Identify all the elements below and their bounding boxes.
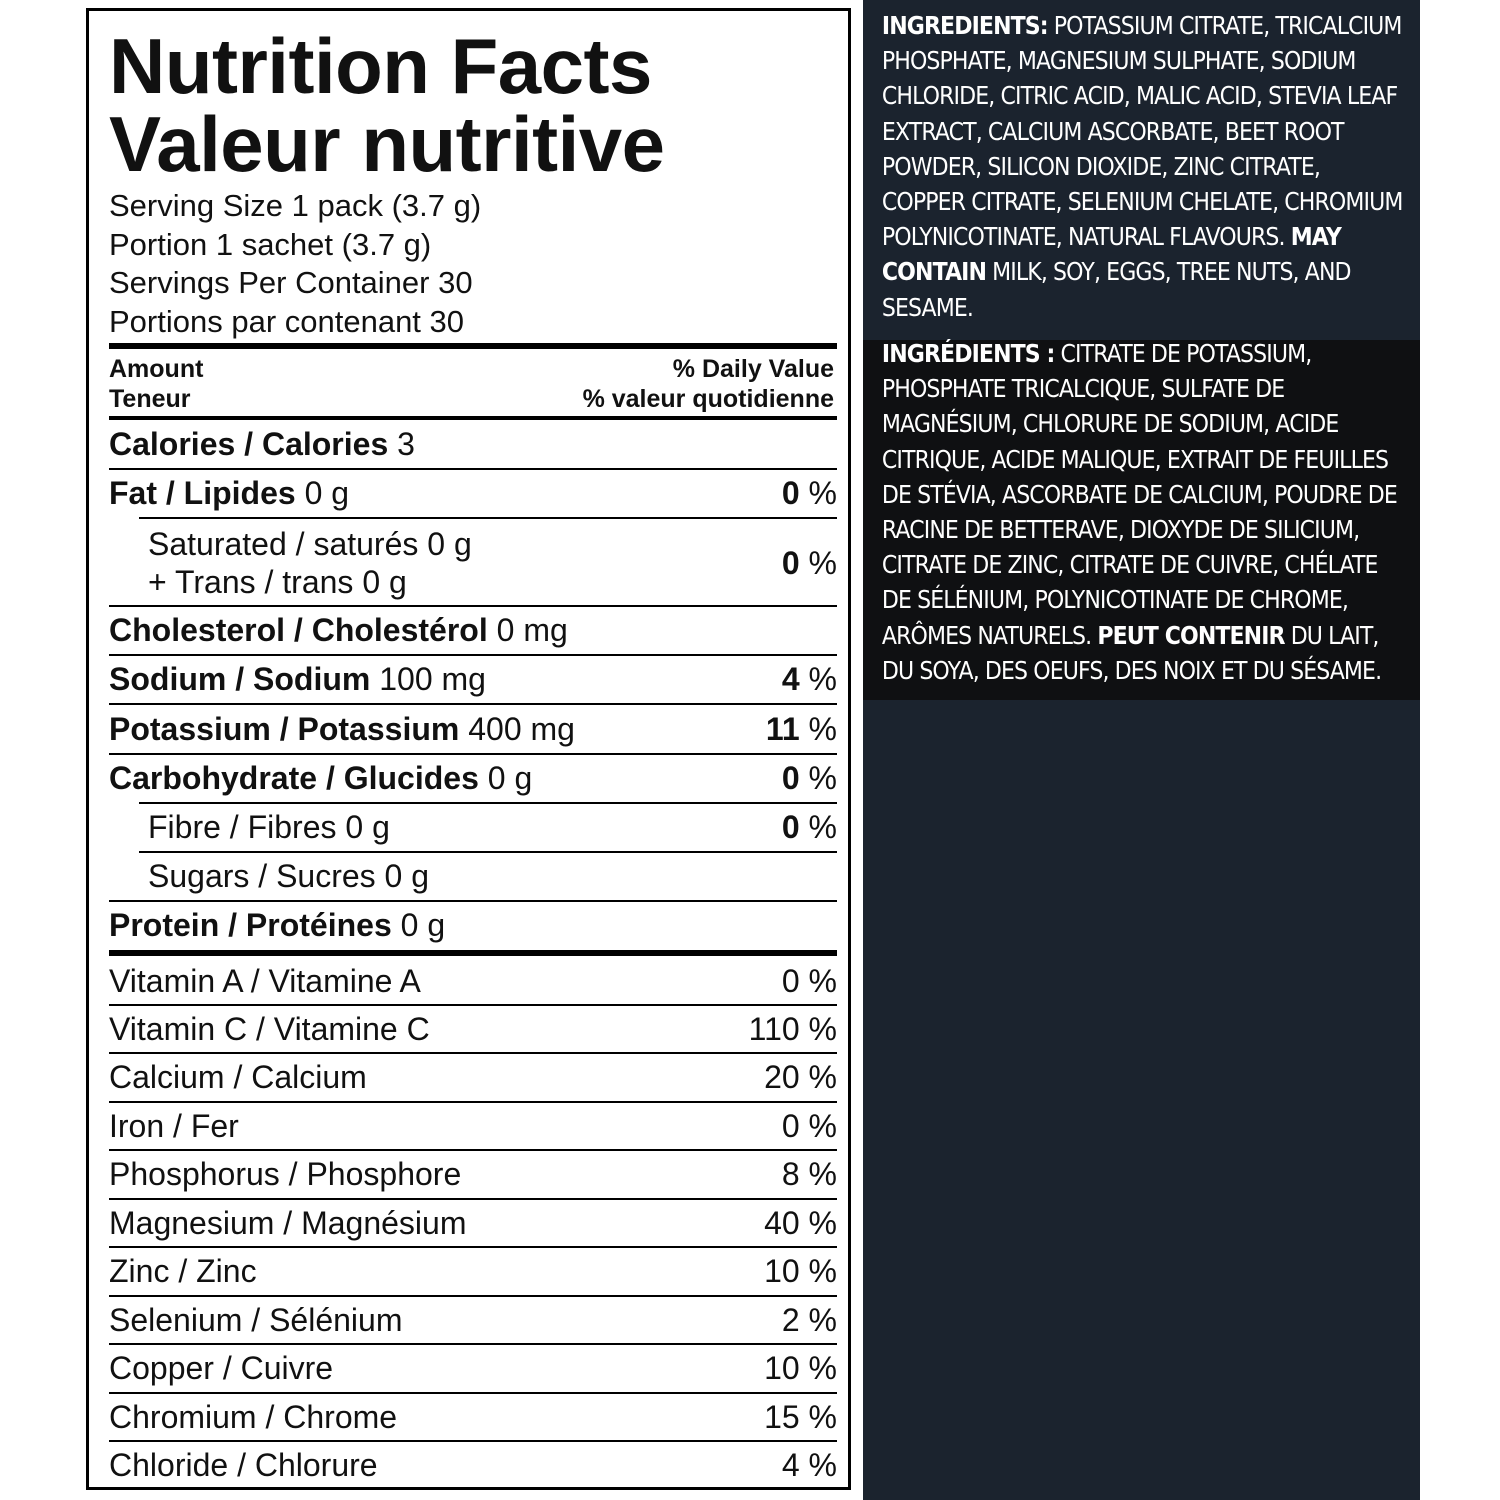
vitamin-row: Iron / Fer 0 % — [109, 1107, 837, 1144]
vitamin-row: Chloride / Chlorure 4 % — [109, 1446, 837, 1483]
nutrition-title — [109, 22, 665, 188]
vitamin-row: Selenium / Sélénium 2 % — [109, 1301, 837, 1338]
sugars-row: Sugars / Sucres 0 g — [148, 858, 430, 894]
fibre-row: Fibre / Fibres 0 g 0 % — [148, 809, 837, 845]
vitamin-row: Phosphorus / Phosphore 8 % — [109, 1156, 837, 1192]
protein-row: Protein / Protéines 0 g — [109, 907, 446, 943]
vitamin-row: Vitamin C / Vitamine C 110 % — [109, 1010, 837, 1047]
vitamin-row: Vitamin A / Vitamine A 0 % — [109, 962, 837, 999]
title-french: Valeur nutritive — [109, 100, 665, 188]
servings-per-container-fr: Portions par contenant 30 — [109, 303, 465, 339]
allergen-heading-en: MAY CONTAIN — [881, 222, 1341, 287]
ingredients-heading-fr: INGRÉDIENTS : — [881, 339, 1055, 368]
vitamin-row: Zinc / Zinc 10 % — [109, 1253, 837, 1289]
thick-divider — [109, 950, 837, 956]
title-english: Nutrition Facts — [109, 22, 652, 110]
servings-per-container-en: Servings Per Container 30 — [109, 265, 473, 300]
ingredients-english: INGREDIENTS: POTASSIUM CITRATE, TRICALCIUM PHOSPHATE, MAGNESIUM SULPHATE, SODIUM CHLORIDE, CITRIC ACID, MALIC ACID, STEVIA LEAF EXTRACT, CALCIUM ASCORBATE, BEET ROOT POWDER, SILICON DIOXIDE, ZINC CITRATE, COPPER CITRATE, SELENIUM CHELATE, CHROMIUM POLYNICOTINATE, NATURAL FLAVOURS. MAY CONTAIN MILK, SOY, EGGS, TREE NUTS, AND SESAME. — [881, 11, 1403, 322]
vitamin-row: Magnesium / Magnésium 40 % — [109, 1204, 837, 1241]
potassium-row: Potassium / Potassium 400 mg 11 % — [109, 710, 837, 747]
daily-value-header: % Daily Value % valeur quotidienne — [582, 355, 834, 413]
vitamin-row: Calcium / Calcium 20 % — [109, 1059, 837, 1095]
ingredients-heading-en: INGREDIENTS: — [881, 11, 1048, 40]
carbohydrate-row: Carbohydrate / Glucides 0 g 0 % — [109, 760, 837, 796]
serving-size-fr: Portion 1 sachet (3.7 g) — [109, 226, 432, 262]
vitamin-row: Chromium / Chrome 15 % — [109, 1398, 837, 1435]
allergen-heading-fr: PEUT CONTENIR — [1097, 620, 1285, 650]
calories-row: Calories / Calories 3 — [109, 425, 415, 462]
serving-info — [109, 187, 481, 341]
nutrition-facts-table — [86, 8, 851, 1490]
fat-row: Fat / Lipides 0 g 0 % — [109, 475, 837, 511]
serving-size-en: Serving Size 1 pack (3.7 g) — [109, 188, 482, 223]
sodium-row: Sodium / Sodium 100 mg 4 % — [109, 661, 837, 697]
cholesterol-row: Cholesterol / Cholestérol 0 mg — [109, 612, 568, 648]
row-divider — [139, 517, 837, 519]
thick-divider — [109, 343, 837, 349]
ingredients-panel — [863, 0, 1420, 1500]
ingredients-french: INGRÉDIENTS : CITRATE DE POTASSIUM, PHOSPHATE TRICALCIQUE, SULFATE DE MAGNÉSIUM, CHLORURE DE SODIUM, ACIDE CITRIQUE, ACIDE MALIQUE, EXTRAIT DE FEUILLES DE STÉVIA, ASCORBATE DE CALCIUM, POUDRE DE RACINE DE BETTERAVE, DIOXYDE DE SILICIUM, CITRATE DE ZINC, CITRATE DE CUIVRE, CHÉLATE DE SÉLÉNIUM, POLYNICOTINATE DE CHROME, ARÔMES NATURELS. PEUT CONTENIR DU LAIT, DU SOYA, DES OEUFS, DES NOIX ET DU SÉSAME. — [881, 339, 1397, 685]
vitamin-row: Copper / Cuivre 10 % — [109, 1350, 837, 1386]
saturated-trans-row: Saturated / saturés 0 g + Trans / trans 0 g 0 % — [148, 526, 837, 600]
amount-header: Amount Teneur — [109, 355, 204, 413]
